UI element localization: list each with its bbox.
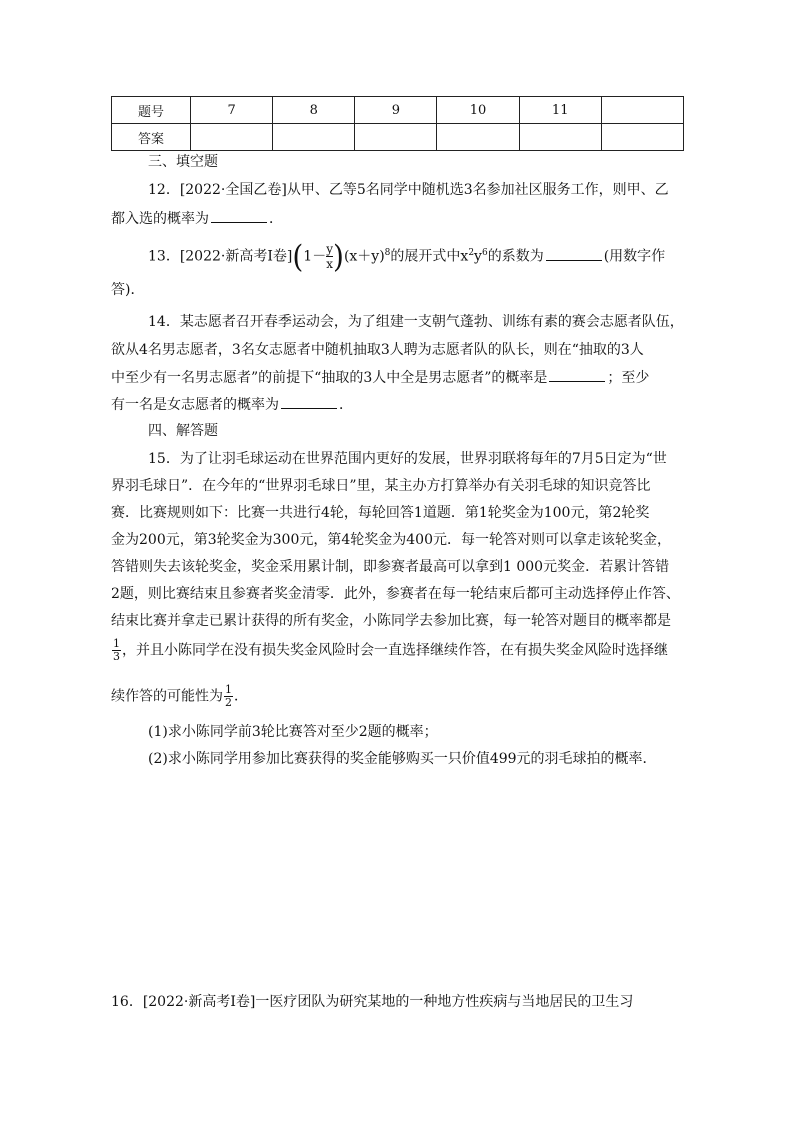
q12-line2: 都入选的概率为 ． [111, 208, 283, 229]
section-heading-fill: 三、填空题 [148, 154, 218, 170]
q14-line1: 14．某志愿者召开春季运动会，为了组建一支朝气蓬勃、训练有素的赛会志愿者队伍， [148, 314, 684, 330]
table-cell-answer[interactable] [355, 124, 437, 151]
q13-line2: 答)． [111, 282, 145, 298]
q14-line2: 欲从4名男志愿者，3名女志愿者中随机抽取3人聘为志愿者队的队长，则在“抽取的3人 [111, 342, 644, 358]
table-row-answers [112, 124, 684, 151]
q13-line1: 13．[2022·新高考Ⅰ卷](1－ $\frac{y}{x}$ )$(x+y)^8$的展开式中$x^2y^6$的系数为 (用数字作 [148, 237, 666, 275]
table-header-number: 题号 [112, 97, 191, 124]
fraction-one-half: $\frac{1}{2}$ [225, 683, 232, 709]
table-cell-number: 9 [355, 97, 437, 124]
answer-blank[interactable] [211, 208, 267, 223]
table-cell-number [601, 97, 683, 124]
table-cell-number: 7 [191, 97, 273, 124]
q14-line4: 有一名是女志愿者的概率为 ． [111, 394, 353, 415]
table-row-numbers [112, 97, 684, 124]
table-cell-answer[interactable] [601, 124, 683, 151]
q15-line1: 15．为了让羽毛球运动在世界范围内更好的发展，世界羽联将每年的7月5日定为“世 [148, 451, 667, 467]
q15-line5: 答错则失去该轮奖金，奖金采用累计制，即参赛者最高可以拿到1 000元奖金．若累计答错 [111, 559, 670, 575]
table-header-answer: 答案 [112, 124, 191, 151]
q15-sub1: (1)求小陈同学前3轮比赛答对至少2题的概率； [148, 724, 438, 740]
table-cell-answer[interactable] [191, 124, 273, 151]
q15-line7: 结束比赛并拿走已累计获得的所有奖金，小陈同学去参加比赛，每一轮答对题目的概率都是 [111, 613, 671, 629]
table-cell-answer[interactable] [519, 124, 601, 151]
fraction-one-third: $\frac{1}{3}$ [113, 637, 120, 663]
q16-line1: 16．[2022·新高考Ⅰ卷]一医疗团队为研究某地的一种地方性疾病与当地居民的卫生习 [111, 994, 634, 1010]
q14-line3: 中至少有一名男志愿者”的前提下“抽取的3人中全是男志愿者”的概率是 ；至少 [111, 367, 649, 388]
q15-line6: 2题，则比赛结束且参赛者奖金清零．此外，参赛者在每一轮结束后都可主动选择停止作答、 [111, 586, 680, 602]
q15-line2: 界羽毛球日”．在今年的“世界羽毛球日”里，某主办方打算举办有关羽毛球的知识竞答比 [111, 478, 651, 494]
q15-line4: 金为200元，第3轮奖金为300元，第4轮奖金为400元．每一轮答对则可以拿走该轮奖金， [111, 532, 671, 548]
table-cell-number: 11 [519, 97, 601, 124]
table-cell-number: 8 [273, 97, 355, 124]
answer-blank[interactable] [546, 246, 602, 261]
answer-blank[interactable] [549, 367, 605, 382]
answer-table [111, 96, 684, 151]
fraction-y-over-x: $\frac{y}{x}$ [326, 242, 333, 271]
table-cell-number: 10 [437, 97, 519, 124]
q15-line9: 续作答的可能性为 $\frac{1}{2}$ ． [111, 683, 248, 709]
answer-blank[interactable] [281, 394, 337, 409]
table-cell-answer[interactable] [437, 124, 519, 151]
q12-line1: 12．[2022·全国乙卷]从甲、乙等5名同学中随机选3名参加社区服务工作，则甲、乙 [148, 182, 669, 198]
table-cell-answer[interactable] [273, 124, 355, 151]
q15-line8: $\frac{1}{3}$ ，并且小陈同学在没有损失奖金风险时会一直选择继续作答，在有损失奖金风险时选择继 [113, 637, 668, 663]
section-heading-solve: 四、解答题 [148, 423, 218, 439]
q15-line3: 赛．比赛规则如下：比赛一共进行4轮，每轮回答1道题．第1轮奖金为100元，第2轮奖 [111, 505, 650, 521]
q15-sub2: (2)求小陈同学用参加比赛获得的奖金能够购买一只价值499元的羽毛球拍的概率． [148, 751, 657, 767]
